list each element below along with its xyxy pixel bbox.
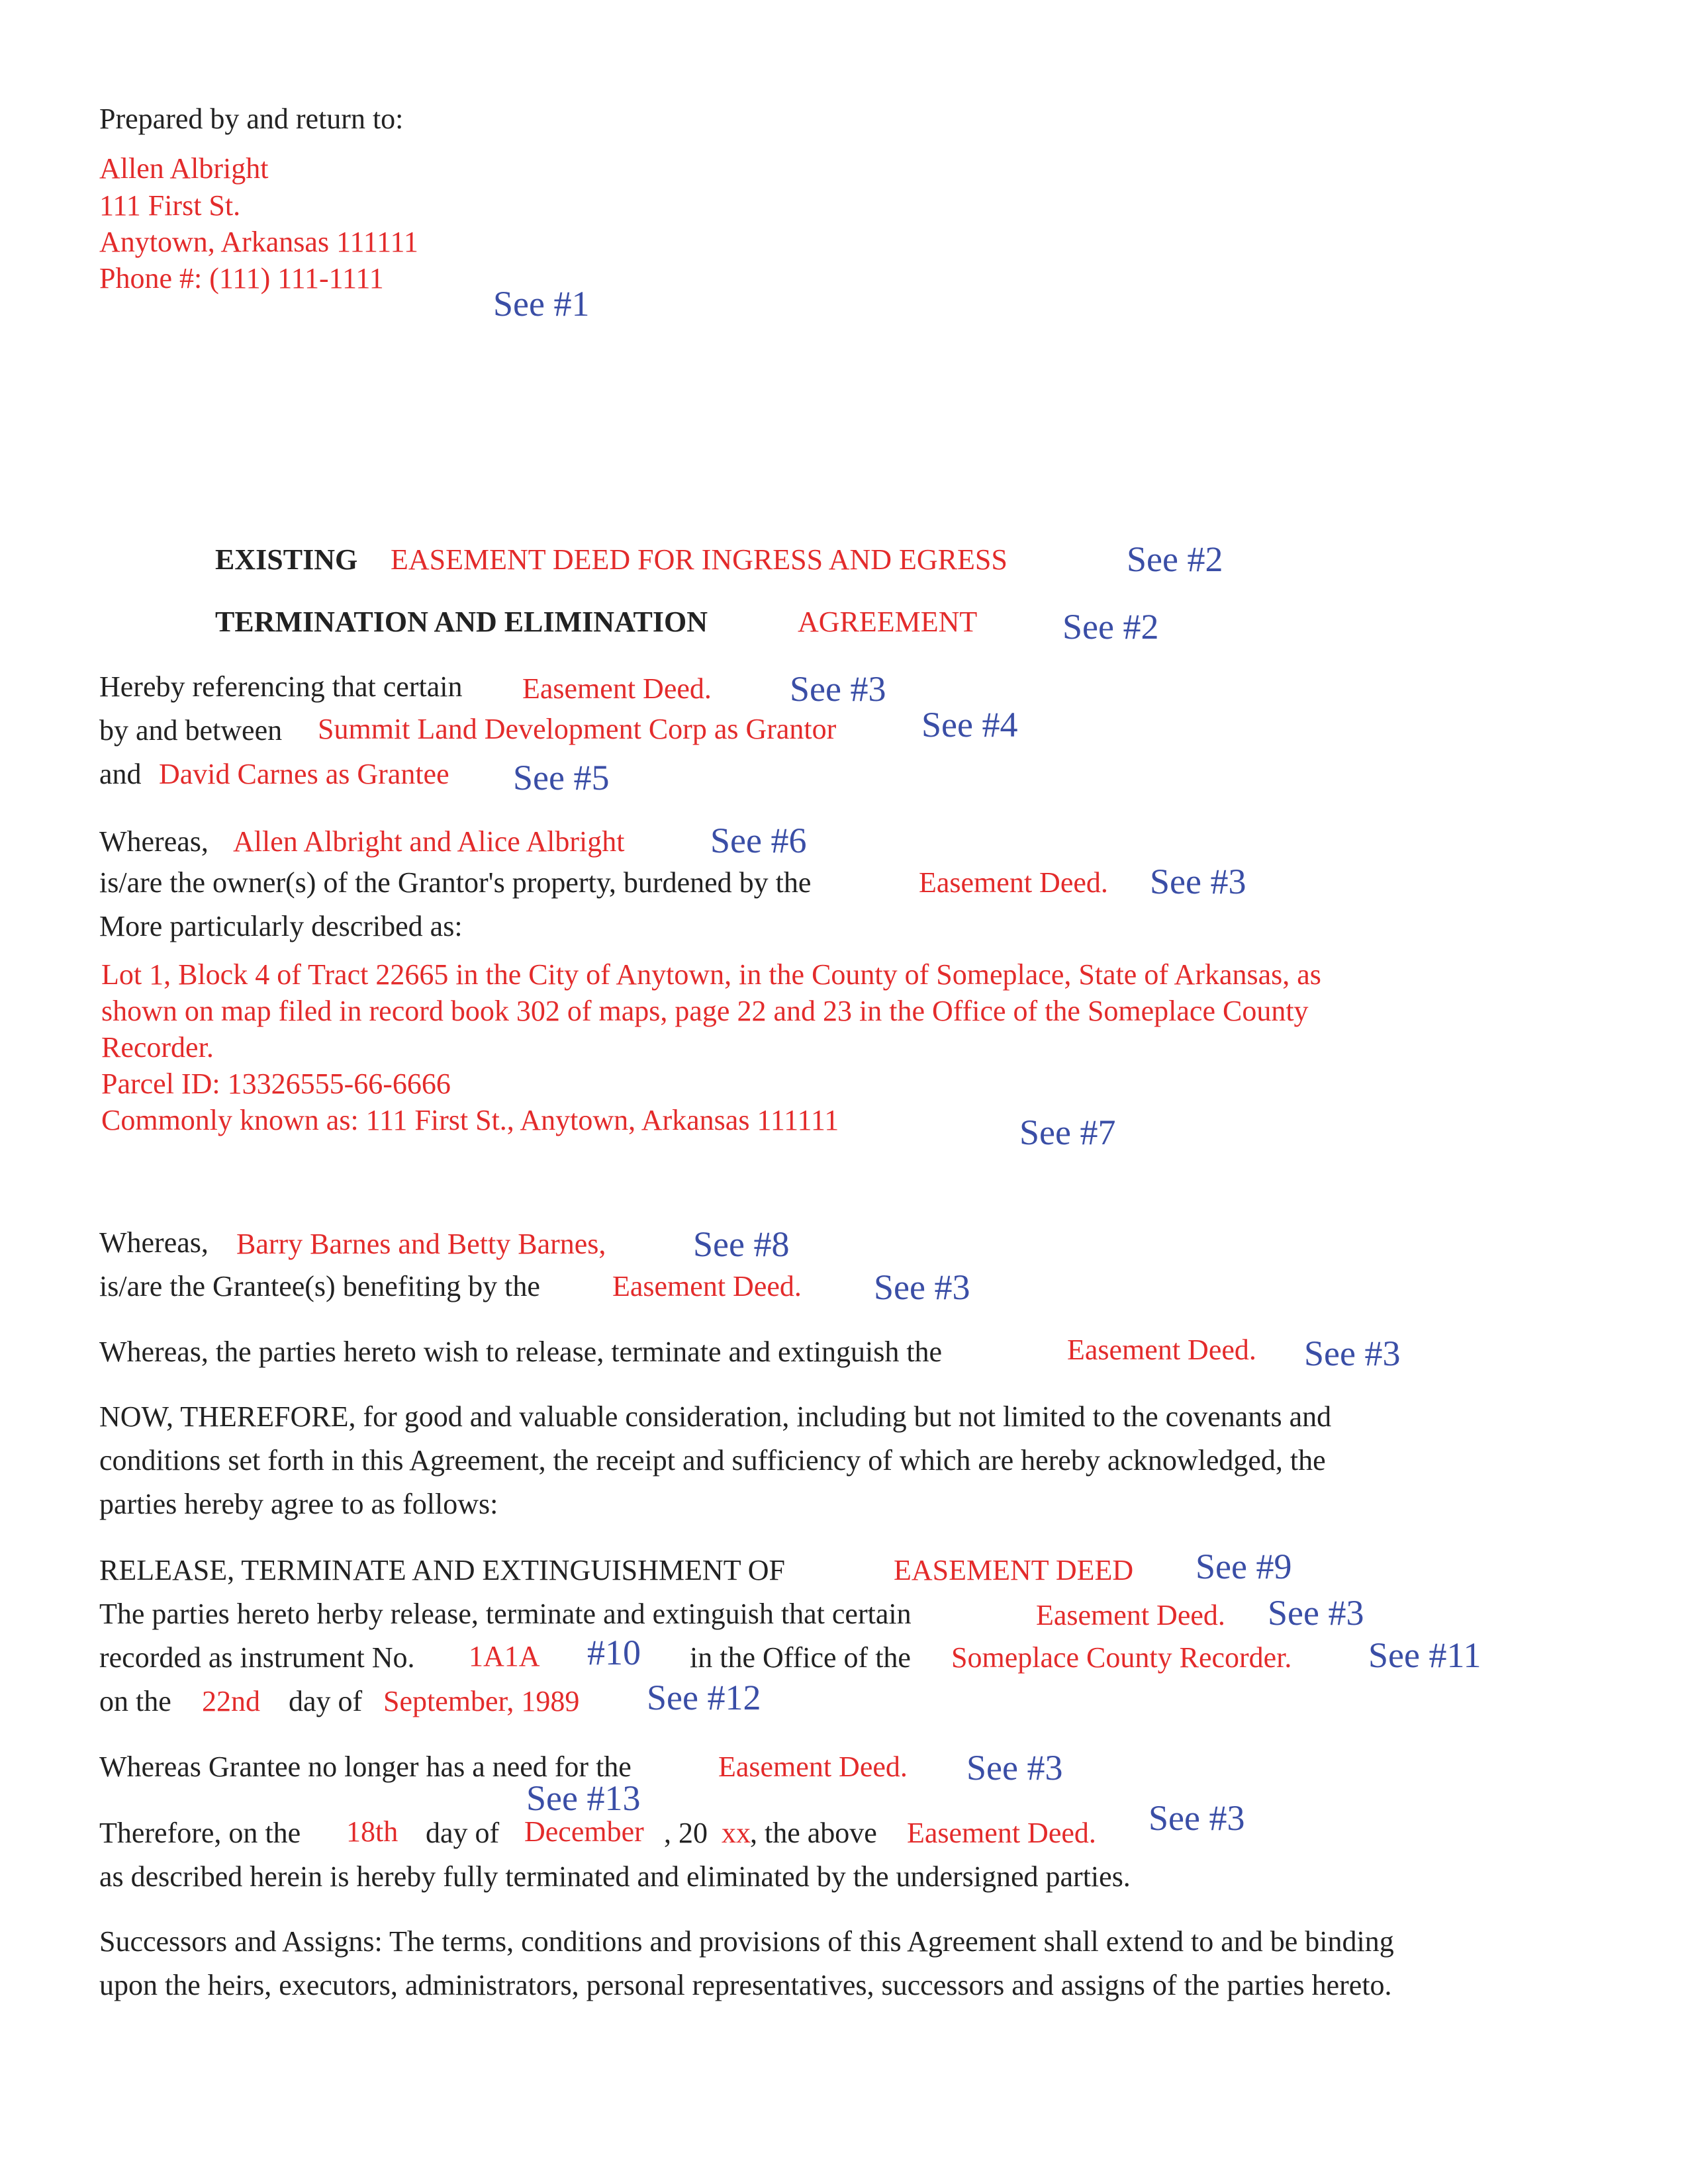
and-text: and (99, 758, 142, 790)
day-of-text: day of (289, 1685, 363, 1717)
preparer-name: Allen Albright (99, 152, 269, 185)
year-suffix: xx (722, 1817, 751, 1849)
preparer-city: Anytown, Arkansas 111111 (99, 226, 418, 258)
wish-deed: Easement Deed. (1067, 1334, 1256, 1366)
legal-line-2: shown on map filed in record book 302 of maps, page 22 and 23 in the Office of the Someplace County (101, 995, 1309, 1027)
successors-line-1: Successors and Assigns: The terms, conditions and provisions of this Agreement shall extend to and be binding (99, 1925, 1394, 1958)
see-note-3d: See #3 (1304, 1334, 1401, 1373)
title-termination: TERMINATION AND ELIMINATION (215, 606, 708, 638)
see-note-9: See #9 (1196, 1547, 1292, 1586)
preparer-phone: Phone #: (111) 111-1111 (99, 262, 384, 295)
owners-burdened-text: is/are the owner(s) of the Grantor's property, burdened by the (99, 866, 812, 899)
grantees-deed: Easement Deed. (612, 1270, 802, 1302)
see-note-7: See #7 (1019, 1113, 1116, 1152)
see-note-6: See #6 (710, 821, 807, 860)
on-the-text: on the (99, 1685, 171, 1717)
parcel-id: Parcel ID: 13326555-66-6666 (101, 1068, 451, 1100)
grantor-name: Summit Land Development Corp as Grantor (318, 713, 837, 745)
the-above-text: , the above (750, 1817, 877, 1849)
see-note-1: See #1 (493, 284, 590, 324)
grantees-benefiting-text: is/are the Grantee(s) benefiting by the (99, 1270, 540, 1302)
reference-deed: Easement Deed. (522, 672, 712, 705)
see-note-3g: See #3 (1149, 1798, 1245, 1838)
now-line-2: conditions set forth in this Agreement, the receipt and sufficiency of which are hereby acknowledged, the (99, 1444, 1326, 1477)
title-existing: EXISTING (215, 543, 358, 576)
now-line-1: NOW, THEREFORE, for good and valuable consideration, including but not limited to the covenants and (99, 1400, 1332, 1433)
release-line-1: The parties hereto herby release, terminate and extinguish that certain (99, 1598, 912, 1630)
need-deed: Easement Deed. (718, 1751, 908, 1783)
legal-line-1: Lot 1, Block 4 of Tract 22665 in the City of Anytown, in the County of Someplace, State of Arkansas, as (101, 958, 1321, 991)
therefore-deed: Easement Deed. (907, 1817, 1096, 1849)
see-note-12: See #12 (647, 1678, 761, 1717)
owner-names: Allen Albright and Alice Albright (233, 825, 625, 858)
recorded-text: recorded as instrument No. (99, 1641, 415, 1674)
terminated-text: as described herein is hereby fully terminated and eliminated by the undersigned parties. (99, 1860, 1131, 1893)
commonly-known: Commonly known as: 111 First St., Anytown, Arkansas 111111 (101, 1104, 839, 1136)
see-note-4: See #4 (921, 705, 1018, 745)
office-text: in the Office of the (690, 1641, 911, 1674)
successors-line-2: upon the heirs, executors, administrators, personal representatives, successors and assigns of the parties hereto. (99, 1969, 1392, 2001)
title-agreement: AGREEMENT (798, 606, 978, 638)
between-text: by and between (99, 714, 283, 747)
recording-month-year: September, 1989 (383, 1685, 580, 1717)
prepared-by-label: Prepared by and return to: (99, 103, 404, 135)
see-note-5: See #5 (513, 758, 610, 797)
wish-text: Whereas, the parties hereto wish to release, terminate and extinguish the (99, 1336, 943, 1368)
termination-month: December (524, 1815, 644, 1848)
grantee-name: David Carnes as Grantee (159, 758, 449, 790)
grantee-names: Barry Barnes and Betty Barnes, (236, 1228, 606, 1260)
need-text: Whereas Grantee no longer has a need for the (99, 1751, 632, 1783)
see-note-13: See #13 (526, 1778, 641, 1818)
instrument-number: 1A1A (469, 1640, 540, 1672)
year-prefix: , 20 (664, 1817, 708, 1849)
release-heading-deed: EASEMENT DEED (894, 1554, 1134, 1586)
see-note-3c: See #3 (874, 1267, 970, 1307)
reference-text: Hereby referencing that certain (99, 670, 463, 703)
see-note-8: See #8 (693, 1224, 790, 1264)
see-note-3a: See #3 (790, 669, 886, 709)
owners-deed: Easement Deed. (919, 866, 1108, 899)
termination-day: 18th (346, 1815, 399, 1848)
now-line-3: parties hereby agree to as follows: (99, 1488, 498, 1520)
see-note-10: #10 (587, 1633, 641, 1672)
therefore-text: Therefore, on the (99, 1817, 301, 1849)
preparer-street: 111 First St. (99, 189, 241, 222)
see-note-3e: See #3 (1268, 1593, 1364, 1633)
described-as: More particularly described as: (99, 910, 463, 942)
see-note-3f: See #3 (966, 1748, 1063, 1788)
recorder-office: Someplace County Recorder. (951, 1641, 1292, 1674)
see-note-2a: See #2 (1127, 539, 1223, 579)
legal-line-3: Recorder. (101, 1031, 214, 1064)
release-heading: RELEASE, TERMINATE AND EXTINGUISHMENT OF (99, 1554, 786, 1586)
see-note-2b: See #2 (1062, 607, 1159, 647)
owners-whereas: Whereas, (99, 825, 209, 858)
release-deed: Easement Deed. (1036, 1599, 1225, 1631)
see-note-3b: See #3 (1150, 862, 1246, 901)
see-note-11: See #11 (1368, 1635, 1481, 1675)
therefore-day-of: day of (426, 1817, 500, 1849)
recording-day: 22nd (202, 1685, 260, 1717)
title-easement: EASEMENT DEED FOR INGRESS AND EGRESS (391, 543, 1008, 576)
grantees-whereas: Whereas, (99, 1226, 209, 1259)
